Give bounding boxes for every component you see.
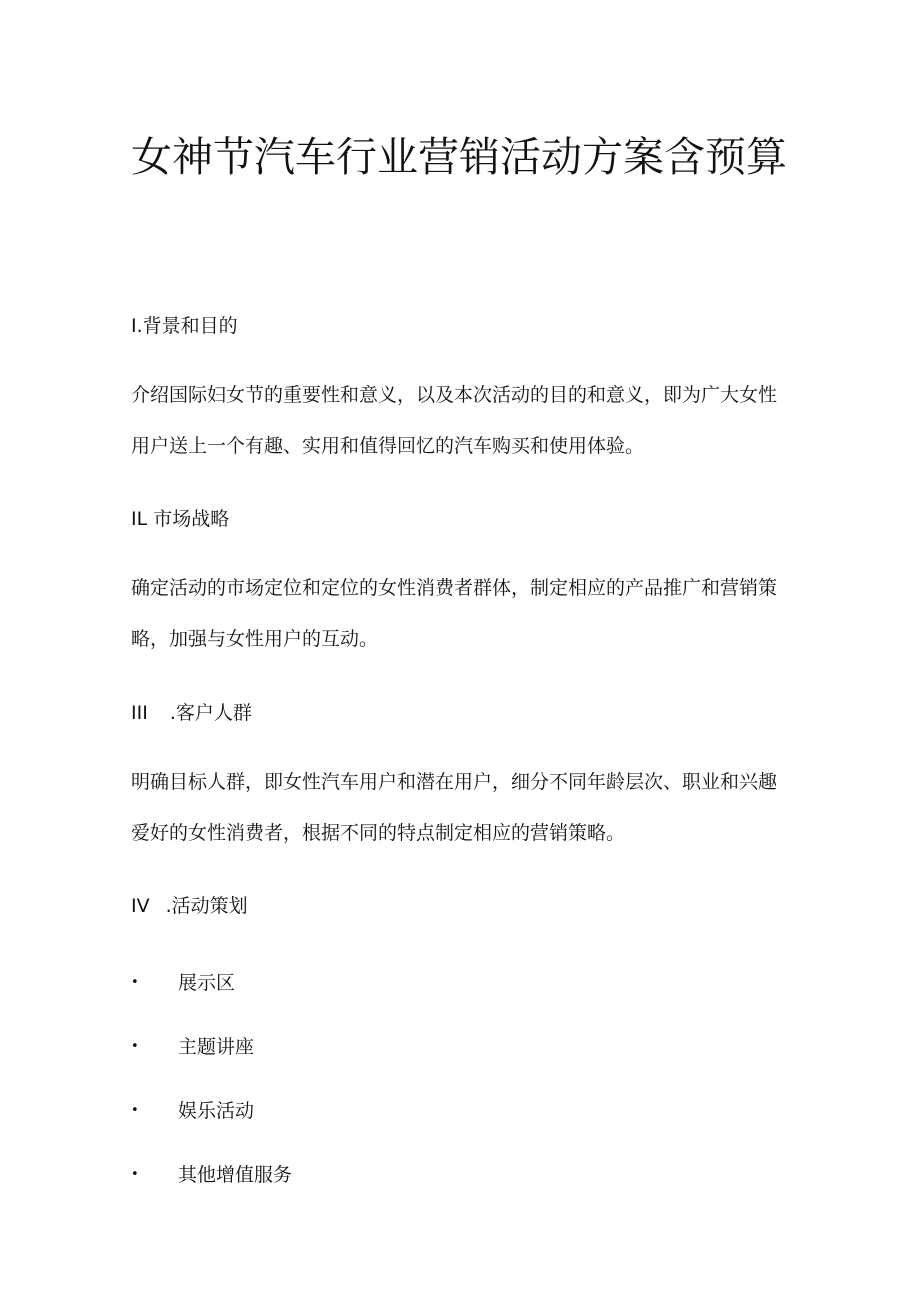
bullet-icon: • [131, 1103, 139, 1118]
section-number: IL [131, 508, 148, 530]
section-heading-text: 背景和目的 [142, 315, 238, 337]
section-paragraph-1: 介绍国际妇女节的重要性和意义，以及本次活动的目的和意义，即为广大女性用户送上一个有趣、实用和值得回忆的汽车购买和使用体验。 [131, 384, 778, 457]
bullet-icon: • [131, 1039, 139, 1054]
section-paragraph-3: 明确目标人群，即女性汽车用户和潜在用户，细分不同年龄层次、职业和兴趣爱好的女性消费者，根据不同的特点制定相应的营销策略。 [131, 771, 778, 844]
bullet-icon: • [131, 975, 139, 990]
document-title: 女神节汽车行业营销活动方案含预算 [131, 133, 787, 181]
section-heading-2 [131, 506, 229, 532]
section-paragraph-2: 确定活动的市场定位和定位的女性消费者群体，制定相应的产品推广和营销策略，加强与女性用户的互动。 [131, 577, 778, 650]
section-heading-text: 市场战略 [153, 508, 230, 530]
list-item-label: 娱乐活动 [178, 1100, 255, 1122]
section-number: IV [131, 895, 150, 917]
section-number: III [131, 702, 148, 724]
section-heading-text: .客户人群 [169, 702, 252, 724]
list-item-label: 主题讲座 [178, 1036, 255, 1058]
section-heading-3 [131, 700, 252, 726]
section-heading-1 [131, 313, 238, 339]
section-number: I. [131, 315, 143, 337]
section-heading-text: .活动策划 [165, 895, 248, 917]
list-item-label: 展示区 [178, 972, 236, 994]
list-item-label: 其他增值服务 [178, 1164, 293, 1186]
bullet-icon: • [131, 1167, 139, 1182]
section-heading-4 [131, 893, 248, 919]
